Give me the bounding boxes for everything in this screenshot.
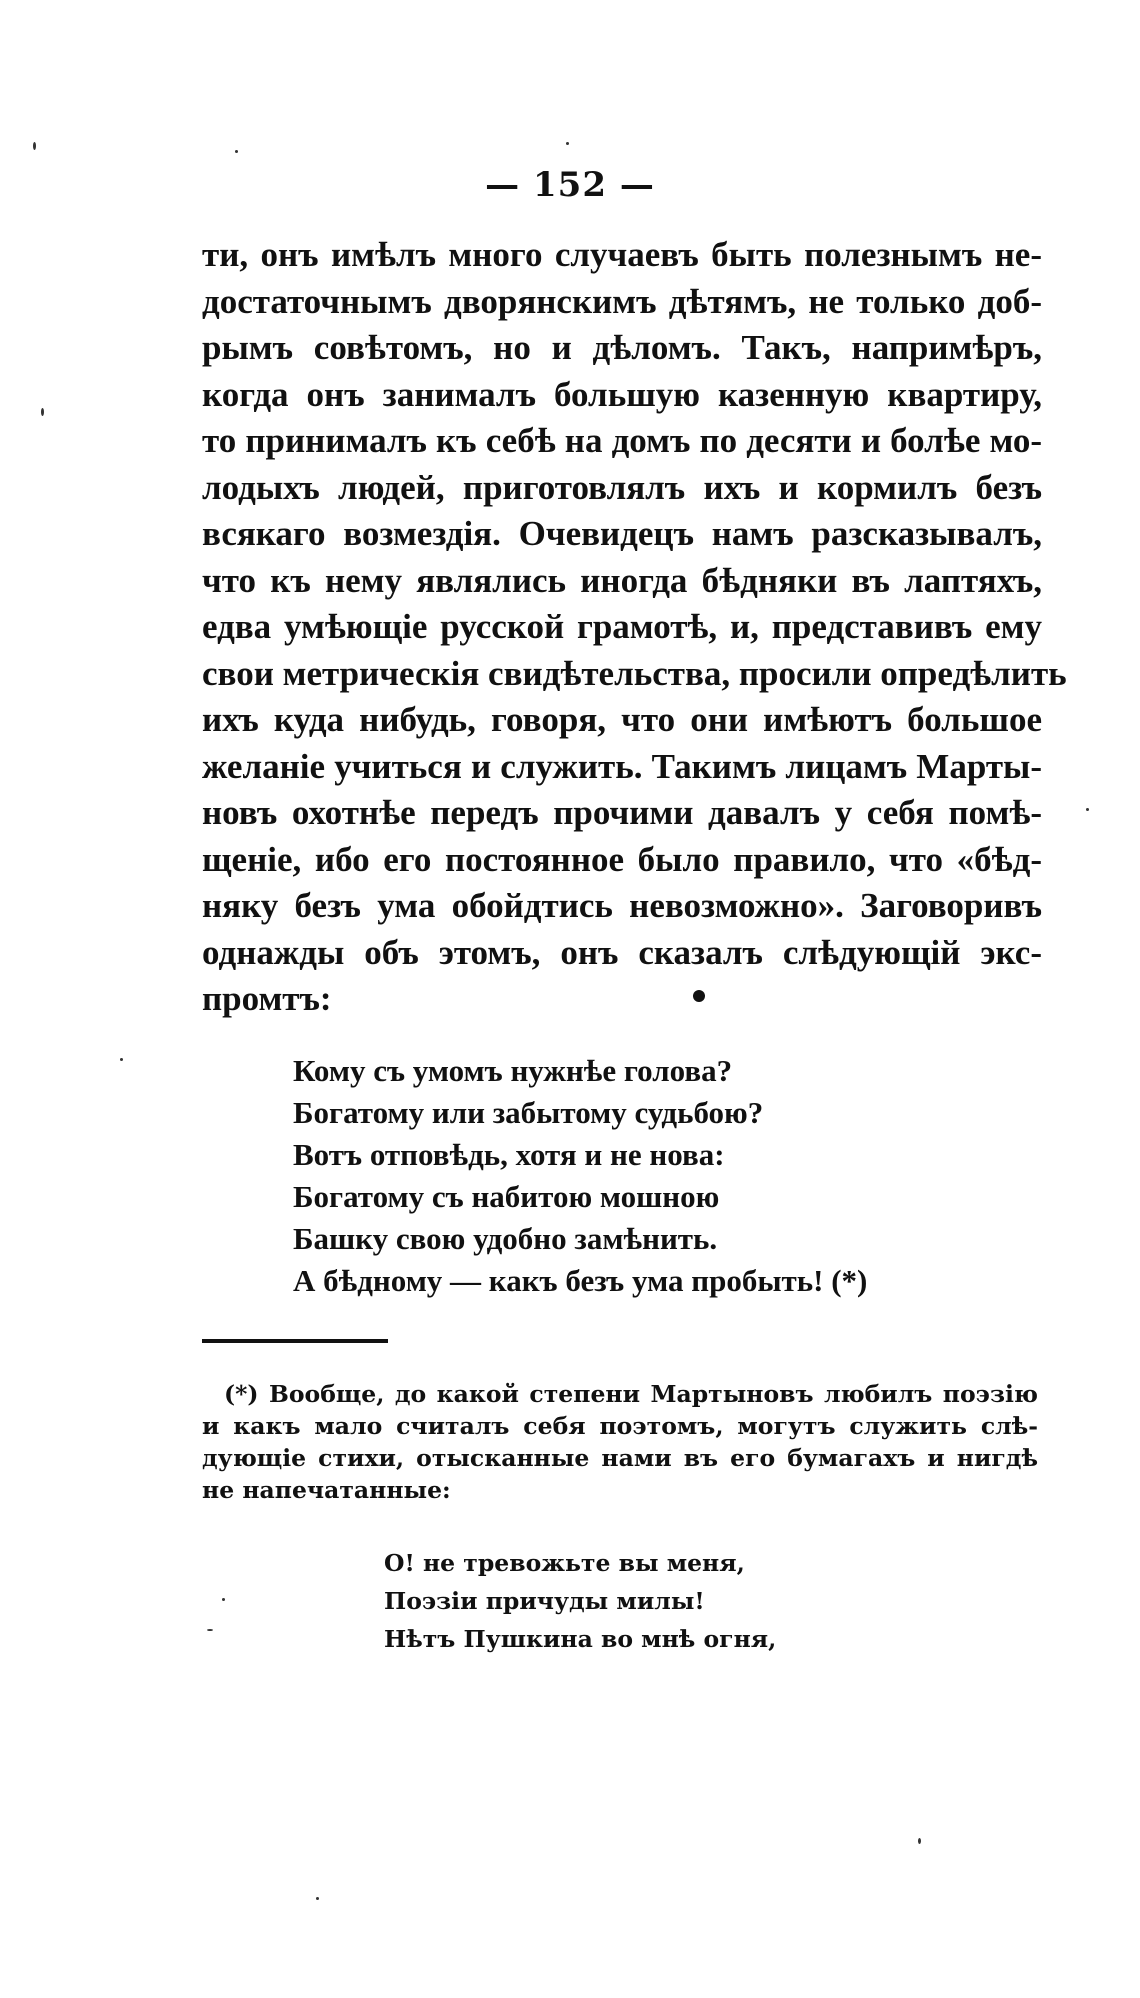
footnote (202, 1378, 1038, 1506)
body-line: достаточнымъ дворянскимъ дѣтямъ, не только доб- (202, 281, 1042, 321)
body-line: свои метрическія свидѣтельства, просили опредѣлить (202, 653, 1067, 693)
footnote-line: и какъ мало считалъ себя поэтомъ, могутъ служить слѣ- (202, 1412, 1038, 1440)
body-line: желаніе учиться и служить. Такимъ лицамъ Марты- (202, 746, 1042, 786)
poem-line: Богатому съ набитою мошною (293, 1179, 720, 1214)
ink-dot (693, 990, 705, 1002)
body-line: всякаго возмездія. Очевидецъ намъ разсказывалъ, (202, 514, 1042, 553)
footnote-line: не напечатанные: (202, 1476, 451, 1504)
footnote-line: (*) Вообще, до какой степени Мартыновъ любилъ поэзію (224, 1380, 1038, 1408)
footnote-divider (202, 1339, 388, 1343)
poem-line: Башку свою удобно замѣнить. (293, 1221, 718, 1256)
footnote-line: дующіе стихи, отысканные нами въ его бумагахъ и нигдѣ (202, 1444, 1038, 1472)
body-line: ти, онъ имѣлъ много случаевъ быть полезнымъ не- (202, 235, 1042, 274)
body-line: когда онъ занималъ большую казенную квартиру, (202, 374, 1042, 414)
scan-speck (222, 1598, 225, 1601)
poem-line: Кому съ умомъ нужнѣе голова? (293, 1053, 733, 1088)
scan-speck (41, 408, 44, 416)
footnote-poem (384, 1544, 776, 1658)
scan-speck (1086, 808, 1089, 811)
body-line: няку безъ ума обойдтись невозможно». Заговоривъ (202, 886, 1042, 925)
scan-speck (235, 150, 238, 153)
body-line: новъ охотнѣе передъ прочими давалъ у себя помѣ- (202, 793, 1042, 832)
scan-speck (207, 1629, 213, 1631)
body-line: щеніе, ибо его постоянное было правило, что «бѣд- (202, 839, 1042, 879)
scan-speck (566, 142, 569, 145)
body-line: рымъ совѣтомъ, но и дѣломъ. Такъ, напримѣръ, (202, 328, 1042, 367)
footnote-poem-line: О! не тревожьте вы меня, (384, 1549, 745, 1577)
body-line: ихъ куда нибудь, говоря, что они имѣютъ большое (202, 700, 1042, 739)
body-line: промтъ: (202, 979, 332, 1018)
poem (293, 1050, 867, 1302)
poem-line: А бѣдному — какъ безъ ума пробыть! (*) (293, 1263, 868, 1298)
body-line: что къ нему являлись иногда бѣдняки въ лаптяхъ, (202, 560, 1042, 600)
body-line: то принималъ къ себѣ на домъ по десяти и болѣе мо- (202, 421, 1042, 460)
scan-speck (918, 1838, 921, 1844)
body-line: лодыхъ людей, приготовлялъ ихъ и кормилъ безъ (202, 467, 1042, 507)
scan-speck (316, 1897, 319, 1900)
body-line: едва умѣющіе русской грамотѣ, и, представивъ ему (202, 607, 1042, 646)
footnote-poem-line: Поэзіи причуды милы! (384, 1587, 705, 1615)
poem-line: Богатому или забытому судьбою? (293, 1095, 764, 1130)
page-number: — 152 — (485, 165, 655, 205)
body-line: однажды объ этомъ, онъ сказалъ слѣдующій экс- (202, 932, 1042, 972)
body-text (202, 232, 1067, 1023)
scan-speck (120, 1058, 123, 1061)
poem-line: Вотъ отповѣдь, хотя и не нова: (293, 1137, 725, 1172)
footnote-poem-line: Нѣтъ Пушкина во мнѣ огня, (384, 1625, 777, 1653)
scan-speck (33, 142, 36, 150)
